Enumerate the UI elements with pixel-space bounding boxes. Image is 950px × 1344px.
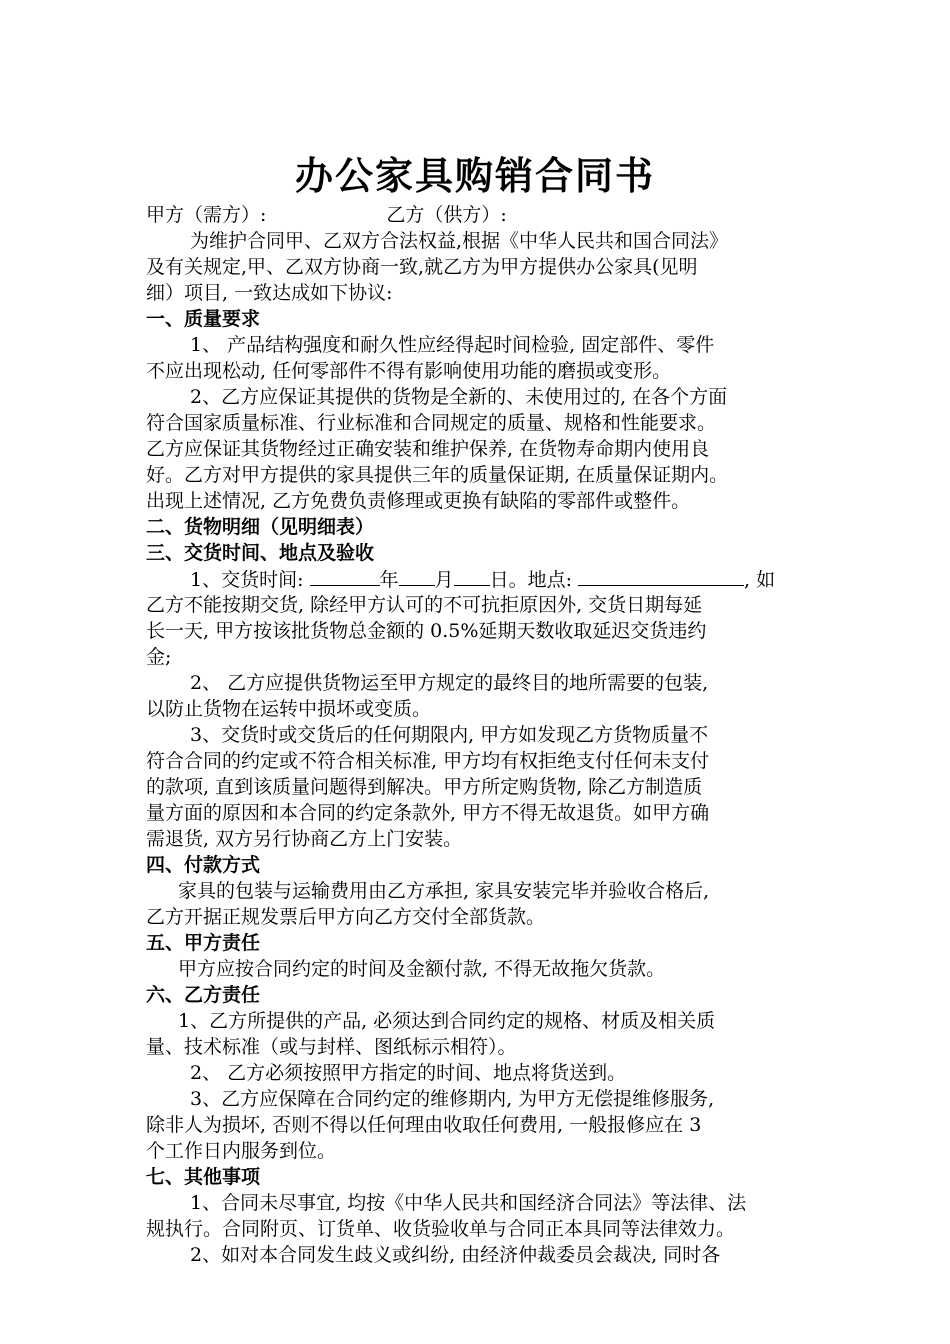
paragraph-line: 乙方开据正规发票后甲方向乙方交付全部货款。 xyxy=(146,906,546,928)
paragraph-line: 3、交货时或交货后的任何期限内, 甲方如发现乙方货物质量不 xyxy=(190,724,709,746)
paragraph-line: 1、合同未尽事宜, 均按《中华人民共和国经济合同法》等法律、法 xyxy=(190,1192,747,1214)
paragraph-line: 甲方应按合同约定的时间及金额付款, 不得无故拖欠货款。 xyxy=(178,958,666,980)
parties-line xyxy=(146,202,810,228)
month-blank[interactable] xyxy=(399,566,435,586)
location-blank[interactable] xyxy=(578,566,744,586)
section-4-heading: 四、付款方式 xyxy=(146,854,261,876)
paragraph-line: 量方面的原因和本合同的约定条款外, 甲方不得无故退货。如甲方确 xyxy=(146,802,710,824)
paragraph-line: 1、乙方所提供的产品, 必须达到合同约定的规格、材质及相关质 xyxy=(178,1010,716,1032)
paragraph-line: 除非人为损坏, 否则不得以任何理由收取任何费用, 一般报修应在 3 xyxy=(146,1114,702,1136)
section-5-heading: 五、甲方责任 xyxy=(146,932,261,954)
party-a-label: 甲方（需方）: xyxy=(146,204,267,226)
intro-line: 为维护合同甲、乙双方合法权益,根据《中华人民共和国合同法》 xyxy=(190,230,729,252)
section-6-heading: 六、乙方责任 xyxy=(146,984,261,1006)
paragraph-line: 的款项, 直到该质量问题得到解决。甲方所定购货物, 除乙方制造质 xyxy=(146,776,703,798)
paragraph-line: 以防止货物在运转中损坏或变质。 xyxy=(146,698,432,720)
paragraph-line: 3、乙方应保障在合同约定的维修期内, 为甲方无偿提维修服务, xyxy=(190,1088,715,1110)
paragraph-line: 乙方不能按期交货, 除经甲方认可的不可抗拒原因外, 交货日期每延 xyxy=(146,594,703,616)
intro-line: 细）项目, 一致达成如下协议: xyxy=(146,282,393,304)
paragraph-line: 需退货, 双方另行协商乙方上门安装。 xyxy=(146,828,463,850)
day-location-label: 日。地点: xyxy=(489,569,579,591)
paragraph-line: 家具的包装与运输费用由乙方承担, 家具安装完毕并验收合格后, xyxy=(178,880,710,902)
party-b-label: 乙方（供方）: xyxy=(386,204,507,226)
paragraph-line: 符合合同的约定或不符合相关标准, 甲方均有权拒绝支付任何未支付 xyxy=(146,750,710,772)
paragraph-line: 量、技术标准（或与封样、图纸标示相符）。 xyxy=(146,1036,517,1058)
year-label: 年 xyxy=(379,569,399,591)
section-3-heading: 三、交货时间、地点及验收 xyxy=(146,542,375,564)
section-2-heading: 二、货物明细（见明细表） xyxy=(146,516,375,538)
day-blank[interactable] xyxy=(454,566,490,586)
document-title: 办公家具购销合同书 xyxy=(294,153,655,198)
if-label: , 如 xyxy=(744,569,776,591)
paragraph-line: 符合国家质量标准、行业标准和合同规定的质量、规格和性能要求。 xyxy=(146,412,717,434)
year-blank[interactable] xyxy=(310,566,380,586)
paragraph-line: 金; xyxy=(146,646,172,668)
paragraph-line: 出现上述情况, 乙方免费负责修理或更换有缺陷的零部件或整件。 xyxy=(146,490,691,512)
paragraph-line: 1、 产品结构强度和耐久性应经得起时间检验, 固定部件、零件 xyxy=(190,334,715,356)
paragraph-line: 乙方应保证其货物经过正确安装和维护保养, 在货物寿命期内使用良 xyxy=(146,438,710,460)
paragraph-line: 不应出现松动, 任何零部件不得有影响使用功能的磨损或变形。 xyxy=(146,360,672,382)
paragraph-line: 2、 乙方必须按照甲方指定的时间、地点将货送到。 xyxy=(190,1062,627,1084)
paragraph-line: 规执行。合同附页、订货单、收货验收单与合同正本具同等法律效力。 xyxy=(146,1218,736,1240)
paragraph-line: 2、如对本合同发生歧义或纠纷, 由经济仲裁委员会裁决, 同时各 xyxy=(190,1244,721,1266)
paragraph-line: 2、 乙方应提供货物运至甲方规定的最终目的地所需要的包装, xyxy=(190,672,709,694)
paragraph-line: 好。乙方对甲方提供的家具提供三年的质量保证期, 在质量保证期内。 xyxy=(146,464,729,486)
month-label: 月 xyxy=(434,569,454,591)
delivery-time-label: 1、交货时间: xyxy=(190,569,310,591)
section-1-heading: 一、质量要求 xyxy=(146,308,261,330)
section-7-heading: 七、其他事项 xyxy=(146,1166,261,1188)
delivery-fill-line xyxy=(146,566,810,592)
paragraph-line: 长一天, 甲方按该批货物总金额的 0.5%延期天数收取延迟交货违约 xyxy=(146,620,707,642)
intro-line: 及有关规定,甲、乙双方协商一致,就乙方为甲方提供办公家具(见明 xyxy=(146,256,698,278)
document-body xyxy=(146,202,810,1268)
paragraph-line: 个工作日内服务到位。 xyxy=(146,1140,337,1162)
paragraph-line: 2、乙方应保证其提供的货物是全新的、未使用过的, 在各个方面 xyxy=(190,386,728,408)
